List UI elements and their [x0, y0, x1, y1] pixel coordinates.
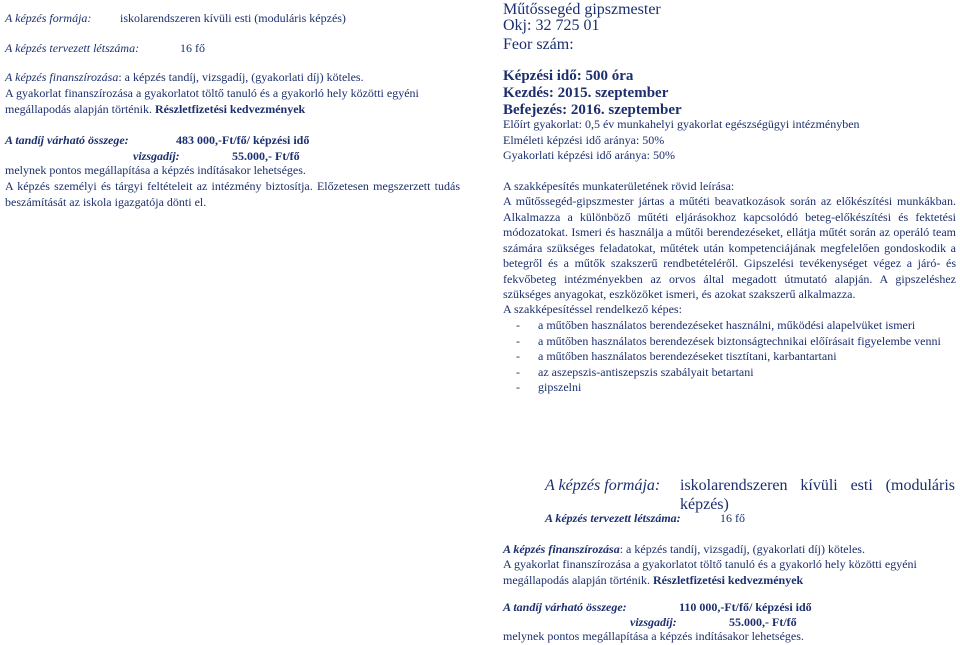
tandij-label: A tandíj várható összege: [5, 133, 129, 147]
feltetel-text: A képzés személyi és tárgyi feltételeit az intézmény biztosítja. Előzetesen megszerzett tudás beszámítását az iskola igazgatója dönti el. [5, 179, 460, 209]
bottom-tandij-value: 110 000,-Ft/fő/ képzési idő [679, 600, 812, 614]
gyakorlat-text [5, 86, 465, 117]
kepzesi-ido: Képzési idő: 500 óra [503, 68, 634, 84]
gyak-text: A gyakorlat finanszírozása a gyakorlatot töltő tanuló és a gyakorló hely közötti egyéni megállapodás alapján történik. [5, 86, 419, 116]
fin-label: A képzés finanszírozása [5, 70, 119, 84]
list-item: - az aszepszis-antiszepszis szabályait betartani [513, 365, 958, 381]
list-item: - gipszelni [513, 380, 958, 396]
list-item: - a műtőben használatos berendezéseket használni, működési alapelvüket ismeri [513, 318, 958, 334]
course-title: Műtőssegéd gipszmester [503, 1, 661, 18]
bottom-letszam-value: 16 fő [720, 511, 745, 525]
vizsga-value: 55.000,- Ft/fő [232, 149, 300, 163]
kezdes: Kezdés: 2015. szeptember [503, 85, 669, 101]
pontos-text: melynek pontos megállapítása a képzés indításakor lehetséges. [5, 163, 306, 177]
bottom-gyak-text: A gyakorlat finanszírozása a gyakorlatot töltő tanuló és a gyakorló hely közötti egyéni megállapodás alapján történik. [503, 557, 917, 587]
bottom-letszam-label: A képzés tervezett létszáma: [545, 511, 681, 525]
kepes-list [513, 318, 958, 396]
finanszirozas [5, 70, 465, 86]
fin-value: : a képzés tandíj, vizsgadíj, (gyakorlati díj) köteles. [118, 70, 364, 84]
bottom-tandij-label: A tandíj várható összege: [503, 600, 627, 614]
bottom-vizsga-label: vizsgadíj: [630, 615, 677, 629]
letszam-label: A képzés tervezett létszáma: [5, 41, 140, 55]
bottom-kedvezmeny: Részletfizetési kedvezmények [652, 572, 804, 587]
forma-value: iskolarendszeren kívüli esti (moduláris képzés) [120, 11, 346, 25]
forma-label: A képzés formája: [5, 11, 92, 25]
gyakorlati-arany: Gyakorlati képzési idő aránya: 50% [503, 148, 675, 162]
okj-number: Okj: 32 725 01 [503, 17, 600, 34]
list-item: - a műtőben használatos berendezések biztonságtechnikai előírásait figyelembe venni [513, 334, 958, 350]
bottom-finanszirozas [503, 542, 958, 558]
bottom-forma-value: iskolarendszeren kívüli esti (moduláris képzés) [680, 477, 955, 513]
kedvezmeny: Részletfizetési kedvezmények [154, 101, 306, 116]
bottom-fin-value: : a képzés tandíj, vizsgadíj, (gyakorlati díj) köteles. [619, 542, 865, 556]
vizsga-label: vizsgadíj: [133, 149, 180, 163]
befejezes: Befejezés: 2016. szeptember [503, 102, 682, 118]
leiras-text: A műtőssegéd-gipszmester jártas a műtéti beavatkozások során az előkészítési munkákban. Alkalmazza a különböző műtéti eljárásokhoz kapcsolódó beteg-előkészítési és fektetési módozatokat. Ismeri és használja a műtői berendezéseket, ellátja műtét során az operáló team számára szükséges feladatokat, műtétek után kompetenciájának megfelelően gondoskodik a betegről és a műtők szakszerű rendbetételéről. Gipszelési tevékenységet végez a járó- és fekvőbeteg intézményekben az orvos által megadott útmutató alapján. A gipszeléshez szükséges anyagokat, eszközöket ismeri, és azokat szakszerű alkalmazza. [503, 194, 956, 301]
tandij-value: 483 000,-Ft/fő/ képzési idő [176, 133, 310, 147]
kepes-heading: A szakképesítéssel rendelkező képes: [503, 302, 682, 316]
bottom-pontos-text: melynek pontos megállapítása a képzés indításakor lehetséges. [503, 629, 804, 643]
leiras-heading: A szakképesítés munkaterületének rövid leírása: [503, 179, 735, 193]
bottom-fin-label: A képzés finanszírozása [503, 542, 620, 556]
list-item: - a műtőben használatos berendezéseket tisztítani, karbantartani [513, 349, 958, 365]
letszam-value: 16 fő [180, 41, 205, 55]
bottom-gyakorlat-text [503, 557, 958, 588]
bottom-vizsga-value: 55.000,- Ft/fő [729, 615, 797, 629]
feor-number: Feor szám: [503, 36, 574, 53]
eloirt-gyakorlat: Előírt gyakorlat: 0,5 év munkahelyi gyakorlat egészségügyi intézményben [503, 117, 860, 131]
elmeleti-arany: Elméleti képzési idő aránya: 50% [503, 133, 665, 147]
bottom-forma-label: A képzés formája: [545, 477, 661, 494]
